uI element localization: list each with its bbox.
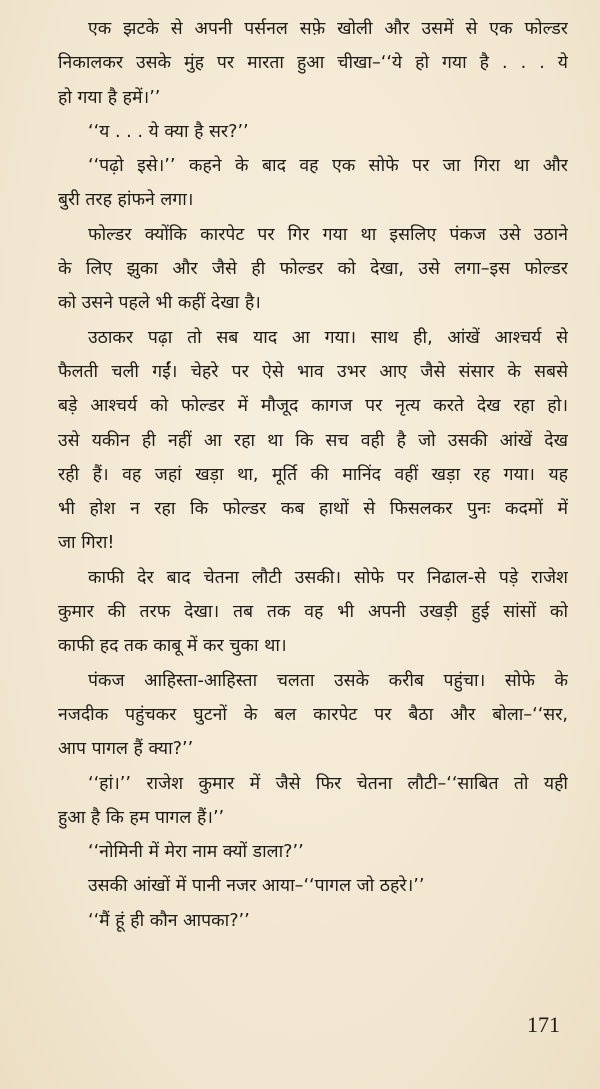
text-line: फोल्डर क्योंकि कारपेट पर गिर गया था इसलिए पंकज उसे उठाने — [88, 224, 568, 245]
text-line: उसे यकीन ही नहीं आ रहा था कि सच वही है जो उसकी आंखें देख — [58, 430, 568, 451]
text-line: पंकज आहिस्ता-आहिस्ता चलता उसके करीब पहुंचा। सोफे के — [88, 670, 568, 691]
text-line: ‘‘पढ़ो इसे।’’ कहने के बाद वह एक सोफे पर जा गिरा था और — [88, 156, 568, 177]
text-line: ‘‘मैं हूं ही कौन आपका?’’ — [88, 910, 250, 931]
text-line: जा गिरा! — [58, 533, 115, 554]
text-line: हो गया है हमें।’’ — [58, 87, 161, 108]
text-line: कुमार की तरफ देखा। तब तक वह भी अपनी उखड़ी हुई सांसों को — [58, 602, 568, 623]
text-line: उसकी आंखों में पानी नजर आया–‘‘पागल जो ठहरे।’’ — [88, 876, 425, 897]
text-line: ‘‘नोमिनी में मेरा नाम क्यों डाला?’’ — [88, 842, 304, 863]
text-line: हुआ है कि हम पागल हैं।’’ — [58, 807, 225, 828]
text-line: बुरी तरह हांफने लगा। — [58, 190, 194, 211]
text-line: के लिए झुका और जैसे ही फोल्डर को देखा, उसे लगा–इस फोल्डर — [58, 259, 568, 280]
text-line: नजदीक पहुंचकर घुटनों के बल कारपेट पर बैठा और बोला–‘‘सर, — [58, 704, 568, 725]
text-line: फैलती चली गईं। चेहरे पर ऐसे भाव उभर आए जैसे संसार के सबसे — [58, 361, 568, 382]
text-line: को उसने पहले भी कहीं देखा है। — [58, 293, 261, 314]
text-line: ‘‘हां।’’ राजेश कुमार में जैसे फिर चेतना लौटी–‘‘साबित तो यही — [88, 773, 568, 794]
text-line: भी होश न रहा कि फोल्डर कब हाथों से फिसलकर पुनः कदमों में — [58, 499, 568, 520]
text-line: निकालकर उसके मुंह पर मारता हुआ चीखा–‘‘ये हो गया है . . . ये — [58, 53, 568, 74]
text-line: रही हैं। वह जहां खड़ा था, मूर्ति की मानिंद वहीं खड़ा रह गया। यह — [58, 464, 568, 485]
text-line: काफी देर बाद चेतना लौटी उसकी। सोफे पर निढाल-से पड़े राजेश — [88, 567, 568, 588]
page-body-text — [58, 12, 568, 938]
text-line: ‘‘य . . . ये क्या है सर?’’ — [88, 121, 249, 142]
text-line: काफी हद तक काबू में कर चुका था। — [58, 636, 287, 657]
text-line: एक झटके से अपनी पर्सनल सफ़े खोली और उसमें से एक फोल्डर — [88, 19, 568, 39]
text-line: बड़े आश्चर्य को फोल्डर में मौजूद कागज पर नृत्य करते देख रहा हो। — [58, 396, 568, 417]
text-line: उठाकर पढ़ा तो सब याद आ गया। साथ ही, आंखें आश्चर्य से — [88, 327, 568, 348]
page-number: 171 — [527, 1012, 560, 1037]
text-line: आप पागल हैं क्या?’’ — [58, 739, 194, 760]
